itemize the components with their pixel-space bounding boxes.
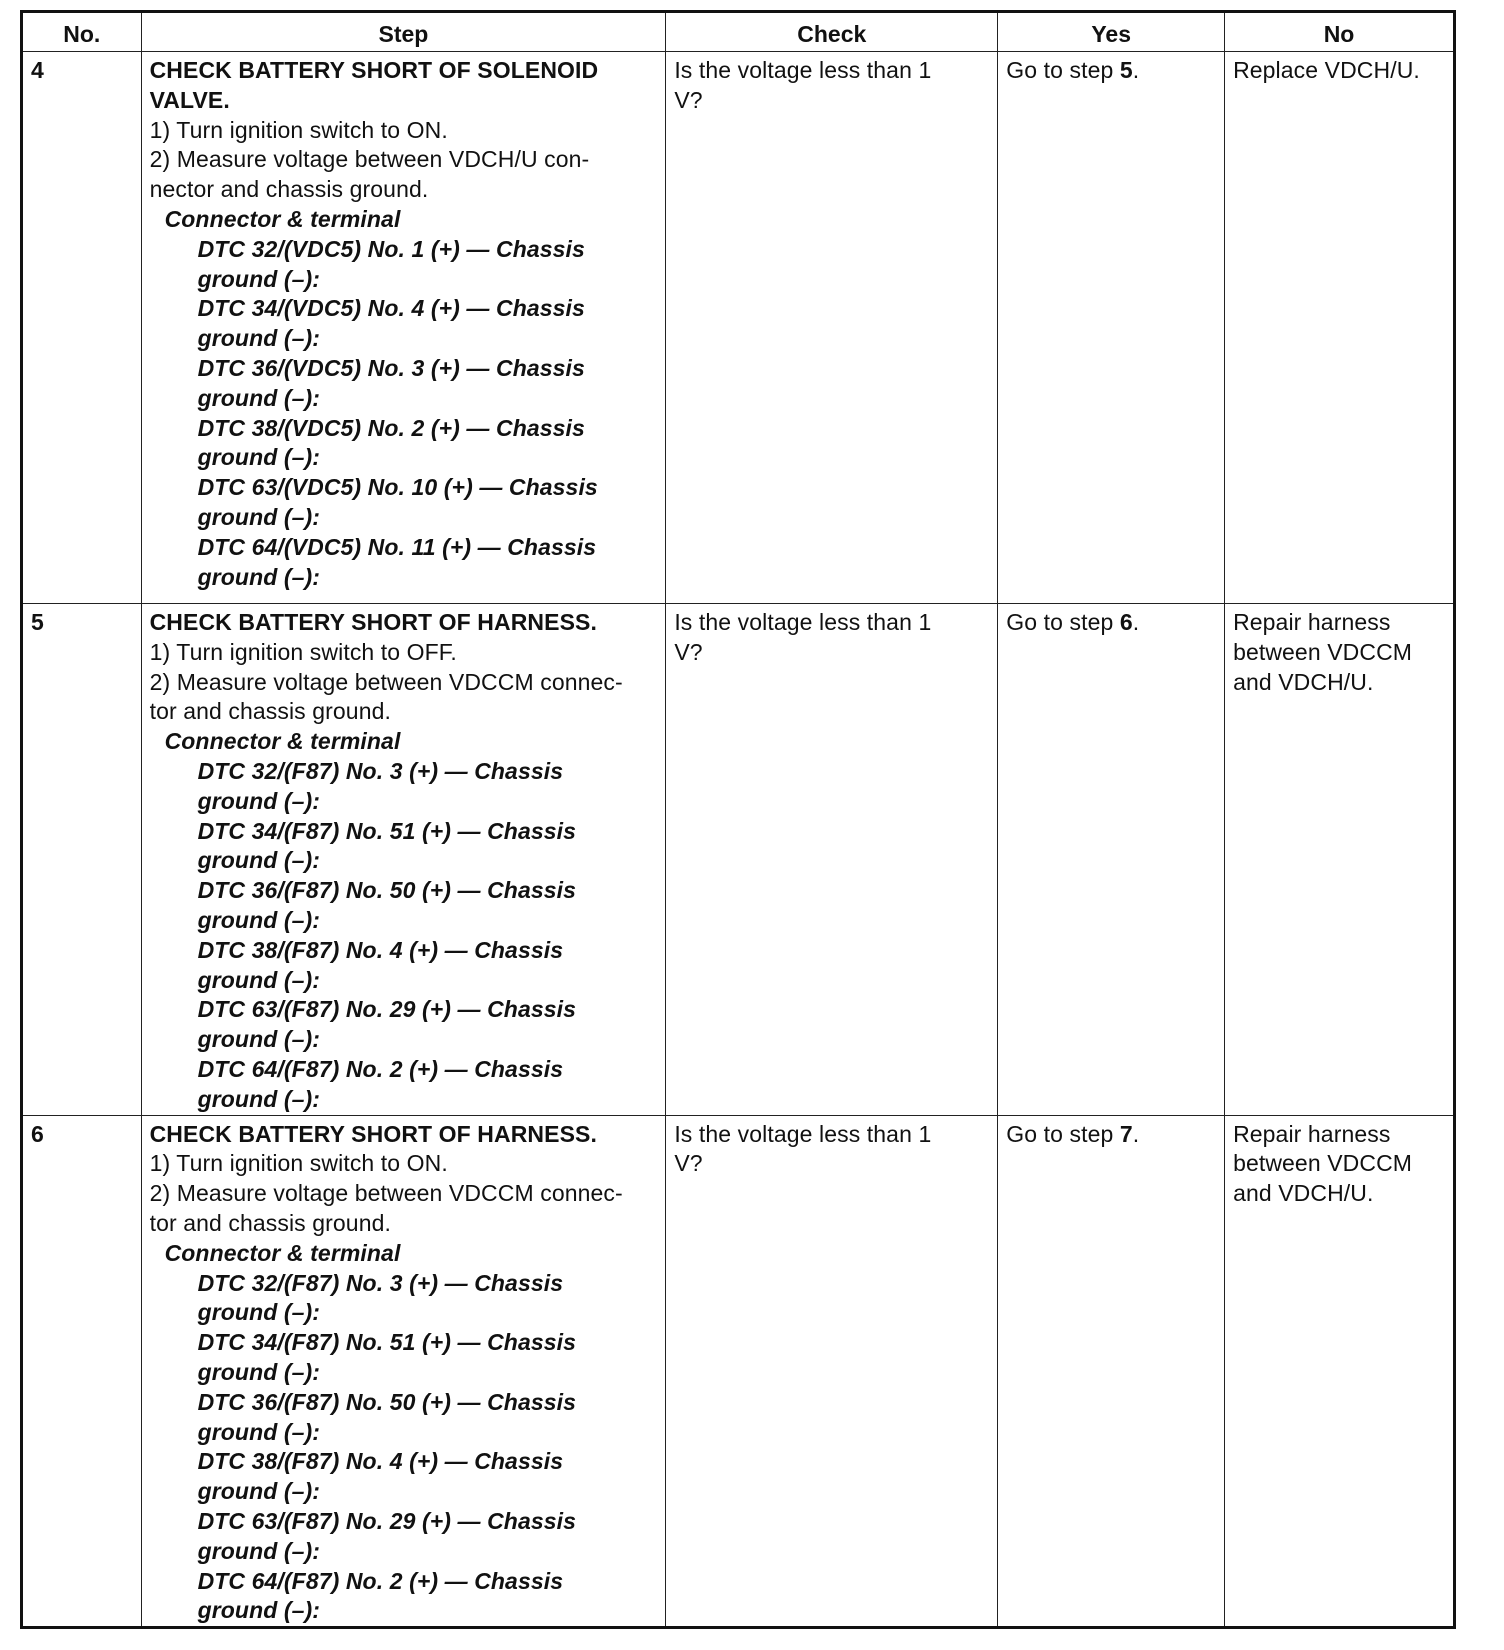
no-action-text: Repair harness: [1233, 1120, 1391, 1147]
terminal-spec: DTC 32/(F87) No. 3 (+) — Chassis: [197, 1269, 564, 1296]
check-text: Is the voltage less than 1: [674, 1120, 932, 1147]
terminal-spec: ground (–):: [197, 1085, 321, 1112]
no-cell-result: [1225, 604, 1455, 1116]
check-cell: [666, 604, 998, 1116]
step-instruction: 1) Turn ignition switch to ON.: [149, 116, 448, 143]
step-title: CHECK BATTERY SHORT OF HARNESS.: [149, 609, 597, 635]
terminal-spec: DTC 36/(F87) No. 50 (+) — Chassis: [197, 1388, 577, 1415]
step-number: 6: [22, 1115, 142, 1628]
terminal-spec: DTC 36/(F87) No. 50 (+) — Chassis: [197, 877, 577, 904]
terminal-spec: ground (–):: [197, 966, 321, 993]
check-text: V?: [674, 1150, 703, 1177]
check-text: V?: [674, 638, 703, 665]
terminal-spec: DTC 38/(VDC5) No. 2 (+) — Chassis: [197, 414, 585, 441]
no-action-text: and VDCH/U.: [1233, 668, 1374, 695]
step-instruction: 1) Turn ignition switch to ON.: [149, 1150, 448, 1177]
yes-step-link: 5: [1119, 57, 1133, 83]
no-cell-result: [1225, 1115, 1455, 1628]
terminal-spec: DTC 63/(F87) No. 29 (+) — Chassis: [197, 996, 577, 1023]
check-cell: [666, 1115, 998, 1628]
terminal-spec: ground (–):: [197, 444, 321, 471]
terminal-spec: ground (–):: [197, 1478, 321, 1505]
terminal-spec: DTC 34/(VDC5) No. 4 (+) — Chassis: [197, 295, 585, 322]
table-row: [22, 52, 1455, 604]
yes-cell: [998, 52, 1225, 604]
yes-text: Go to step: [1006, 609, 1120, 635]
terminal-spec: DTC 64/(F87) No. 2 (+) — Chassis: [197, 1567, 564, 1594]
step-cell: [141, 1115, 666, 1628]
yes-step-link: 7: [1119, 1120, 1133, 1147]
header-yes: Yes: [998, 12, 1225, 52]
no-action-text: between VDCCM: [1233, 1150, 1413, 1177]
terminal-spec: ground (–):: [197, 503, 321, 530]
step-instruction: tor and chassis ground.: [149, 1209, 391, 1236]
terminal-spec: ground (–):: [197, 325, 321, 352]
terminal-spec: ground (–):: [197, 906, 321, 933]
terminal-spec: DTC 63/(VDC5) No. 10 (+) — Chassis: [197, 474, 598, 501]
step-instruction: nector and chassis ground.: [149, 176, 429, 203]
terminal-spec: ground (–):: [197, 1358, 321, 1385]
table-row: [22, 604, 1455, 1116]
header-no-result: No: [1225, 12, 1455, 52]
terminal-spec: DTC 34/(F87) No. 51 (+) — Chassis: [197, 817, 577, 844]
header-step: Step: [141, 12, 666, 52]
yes-suffix: .: [1132, 57, 1140, 83]
step-instruction: 2) Measure voltage between VDCCM connec-: [149, 1180, 623, 1207]
step-title: CHECK BATTERY SHORT OF HARNESS.: [149, 1120, 597, 1147]
terminal-spec: DTC 38/(F87) No. 4 (+) — Chassis: [197, 1448, 564, 1475]
terminal-spec: ground (–):: [197, 1597, 321, 1624]
terminal-spec: ground (–):: [197, 265, 321, 292]
step-instruction: tor and chassis ground.: [149, 698, 391, 725]
no-cell-result: [1225, 52, 1455, 604]
terminal-spec: DTC 32/(VDC5) No. 1 (+) — Chassis: [197, 235, 585, 262]
yes-step-link: 6: [1119, 609, 1133, 635]
yes-text: Go to step: [1006, 1120, 1120, 1147]
yes-suffix: .: [1132, 1120, 1140, 1147]
table-header: [22, 12, 1455, 52]
terminal-spec: ground (–):: [197, 1299, 321, 1326]
terminal-spec: DTC 36/(VDC5) No. 3 (+) — Chassis: [197, 354, 585, 381]
step-instruction: 2) Measure voltage between VDCCM connec-: [149, 668, 623, 695]
diagnostic-table: [20, 10, 1456, 1629]
check-text: Is the voltage less than 1: [674, 57, 932, 83]
step-cell: [141, 52, 666, 604]
step-number: 5: [22, 604, 142, 1116]
yes-suffix: .: [1132, 609, 1140, 635]
table-body: [22, 52, 1455, 1628]
table-row: [22, 1115, 1455, 1628]
terminal-spec: DTC 38/(F87) No. 4 (+) — Chassis: [197, 936, 564, 963]
no-action-text: Replace VDCH/U.: [1233, 57, 1420, 83]
check-cell: [666, 52, 998, 604]
no-action-text: Repair harness: [1233, 609, 1391, 635]
terminal-spec: ground (–):: [197, 1537, 321, 1564]
yes-cell: [998, 604, 1225, 1116]
check-text: Is the voltage less than 1: [674, 609, 932, 635]
connector-terminal-label: Connector & terminal: [164, 728, 401, 755]
terminal-spec: DTC 32/(F87) No. 3 (+) — Chassis: [197, 757, 564, 784]
terminal-spec: ground (–):: [197, 847, 321, 874]
step-number: 4: [22, 52, 142, 604]
step-title: VALVE.: [149, 86, 230, 113]
no-action-text: between VDCCM: [1233, 638, 1413, 665]
terminal-spec: DTC 63/(F87) No. 29 (+) — Chassis: [197, 1507, 577, 1534]
terminal-spec: ground (–):: [197, 384, 321, 411]
terminal-spec: DTC 64/(VDC5) No. 11 (+) — Chassis: [197, 533, 597, 560]
connector-terminal-label: Connector & terminal: [164, 205, 401, 232]
terminal-spec: ground (–):: [197, 1026, 321, 1053]
step-cell: [141, 604, 666, 1116]
header-check: Check: [666, 12, 998, 52]
no-action-text: and VDCH/U.: [1233, 1180, 1374, 1207]
step-instruction: 1) Turn ignition switch to OFF.: [149, 638, 457, 665]
step-instruction: 2) Measure voltage between VDCH/U con-: [149, 146, 590, 173]
step-title: CHECK BATTERY SHORT OF SOLENOID: [149, 57, 599, 83]
header-no: No.: [22, 12, 142, 52]
yes-cell: [998, 1115, 1225, 1628]
header-row: [22, 12, 1455, 52]
terminal-spec: DTC 64/(F87) No. 2 (+) — Chassis: [197, 1055, 564, 1082]
check-text: V?: [674, 86, 703, 113]
terminal-spec: DTC 34/(F87) No. 51 (+) — Chassis: [197, 1329, 577, 1356]
connector-terminal-label: Connector & terminal: [164, 1239, 401, 1266]
terminal-spec: ground (–):: [197, 787, 321, 814]
terminal-spec: ground (–):: [197, 563, 321, 590]
terminal-spec: ground (–):: [197, 1418, 321, 1445]
yes-text: Go to step: [1006, 57, 1120, 83]
